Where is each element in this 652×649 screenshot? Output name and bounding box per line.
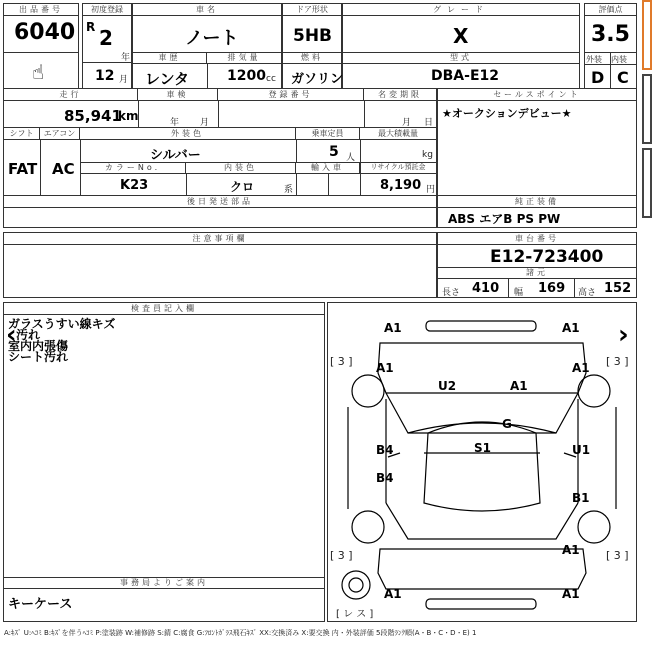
car-name-label: 車名 [133, 4, 281, 16]
equipment: ABS エアB PS PW [448, 212, 561, 226]
lot-box [3, 3, 79, 89]
damage-mark: A1 [562, 543, 580, 557]
door-box: ドア形状 5HB 燃料 ガソリン [282, 3, 342, 89]
model-code: DBA-E12 [431, 68, 499, 84]
notes-box: 注意事項欄 [3, 232, 437, 298]
equipment-box: 純正装備 ABS エアB PS PW [437, 195, 637, 228]
note-line: 汚れ [16, 328, 41, 342]
damage-mark: [ 3 ] [606, 355, 629, 368]
damage-mark: A1 [384, 587, 402, 601]
door-type: 5HB [293, 26, 333, 46]
note-line: シート汚れ [8, 350, 69, 364]
score-box: 評価点 3.5 外装 内装 D C [584, 3, 637, 89]
prev-arrow-icon[interactable]: ‹ [6, 320, 17, 350]
inspector-box: 検査員記入欄 ガラスうすい線キズ 汚れ 室内内張傷 シート汚れ 事務局よりご案内 キーケース [3, 302, 325, 622]
damage-mark: A1 [376, 361, 394, 375]
first-reg-box: 初度登録 R 2 年 12 月 [82, 3, 132, 89]
sales-point-box: セールスポイント ★オークションデビュー★ [437, 88, 637, 196]
legend: A:ｷｽﾞ U:ﾍｺﾐ B:ｷｽﾞを伴うﾍｺﾐ P:塗装跡 W:補修跡 S:錆 C:腐食 G:ﾌﾛﾝﾄｶﾞﾗｽ飛石ｷｽﾞ XX:交換済み X:要交換 内・外装評価 5段階ﾗﾝｸ順(A・B・C・D・E) 1 [4, 629, 477, 637]
interior-color: クロ [230, 180, 255, 194]
next-arrow-icon[interactable]: › [618, 320, 629, 350]
docs-box: 後日発送部品 [3, 195, 437, 228]
damage-mark: A1 [562, 321, 580, 335]
color-code: K23 [120, 178, 149, 193]
recycle-fee: 8,190 [380, 178, 422, 193]
damage-diagram [327, 302, 637, 622]
mileage: 85,941 [64, 107, 122, 125]
damage-mark: B4 [376, 471, 394, 485]
width-value: 169 [538, 281, 566, 296]
chassis-number: E12-723400 [490, 247, 604, 267]
exterior-color: シルバー [150, 148, 201, 163]
displacement: 1200 [227, 68, 266, 84]
car-name-box: 車名 ノート 車歴 排気量 レンタ 1200 cc [132, 3, 282, 89]
reg-year: 2 [99, 26, 113, 50]
height-value: 152 [604, 281, 632, 296]
lot-number: 6040 [14, 20, 76, 45]
damage-mark: [ 3 ] [606, 549, 629, 562]
damage-mark: A1 [384, 321, 402, 335]
damage-mark: [ 3 ] [330, 355, 353, 368]
grade-box: グレード X 型式 DBA-E12 [342, 3, 580, 89]
sales-point: ★オークションデビュー★ [442, 107, 572, 120]
inspector-notes [8, 319, 115, 363]
car-outline [328, 303, 636, 621]
damage-mark: A1 [510, 379, 528, 393]
damage-mark: U2 [438, 379, 457, 393]
length-value: 410 [472, 281, 500, 296]
interior-grade: C [617, 68, 629, 87]
note-line: 室内内張傷 [8, 339, 69, 353]
damage-mark: B1 [572, 491, 590, 505]
reg-month: 12 [95, 68, 115, 84]
chassis-box: 車台番号 E12-723400 諸元 長さ 410 幅 169 高さ 152 [437, 232, 637, 298]
damage-mark: S1 [474, 441, 491, 455]
seating-capacity: 5 [329, 144, 339, 160]
first-reg-label: 初度登録 [83, 4, 131, 16]
era: R [86, 20, 96, 34]
car-name: ノート [185, 28, 239, 49]
hand-cursor-icon[interactable]: ☝ [32, 60, 45, 84]
damage-mark: B4 [376, 443, 394, 457]
lot-label: 出品番号 [4, 4, 78, 16]
damage-mark: [ 3 ] [330, 549, 353, 562]
note-line: ガラスうすい線キズ [8, 317, 116, 331]
damage-mark: G [502, 417, 512, 431]
spec-row: シフト エアコン 外装色 乗車定員 最大積載量 FAT AC シルバー 5 人 kg カラーNo. 内装色 輸入車 リサイクル預託金 K23 クロ 系 8,190 円 [3, 127, 437, 196]
fuel-type: ガソリン [291, 72, 344, 87]
overall-score: 3.5 [591, 22, 630, 47]
mileage-row: 走行 車検 登録番号 名変期限 85,941 km 年 月 月 日 [3, 88, 437, 128]
damage-mark: A1 [562, 587, 580, 601]
office-note: キーケース [8, 597, 73, 612]
damage-mark: [ レ ス ] [336, 609, 374, 620]
shift-type: FAT [8, 160, 38, 178]
thumbnail[interactable] [642, 74, 652, 144]
exterior-grade: D [591, 68, 605, 87]
ac-type: AC [52, 160, 75, 178]
thumbnail[interactable] [642, 148, 652, 218]
car-history: レンタ [145, 70, 190, 88]
grade: X [453, 24, 469, 48]
thumbnail-active[interactable] [642, 0, 652, 70]
damage-mark: U1 [572, 443, 591, 457]
damage-mark: A1 [572, 361, 590, 375]
